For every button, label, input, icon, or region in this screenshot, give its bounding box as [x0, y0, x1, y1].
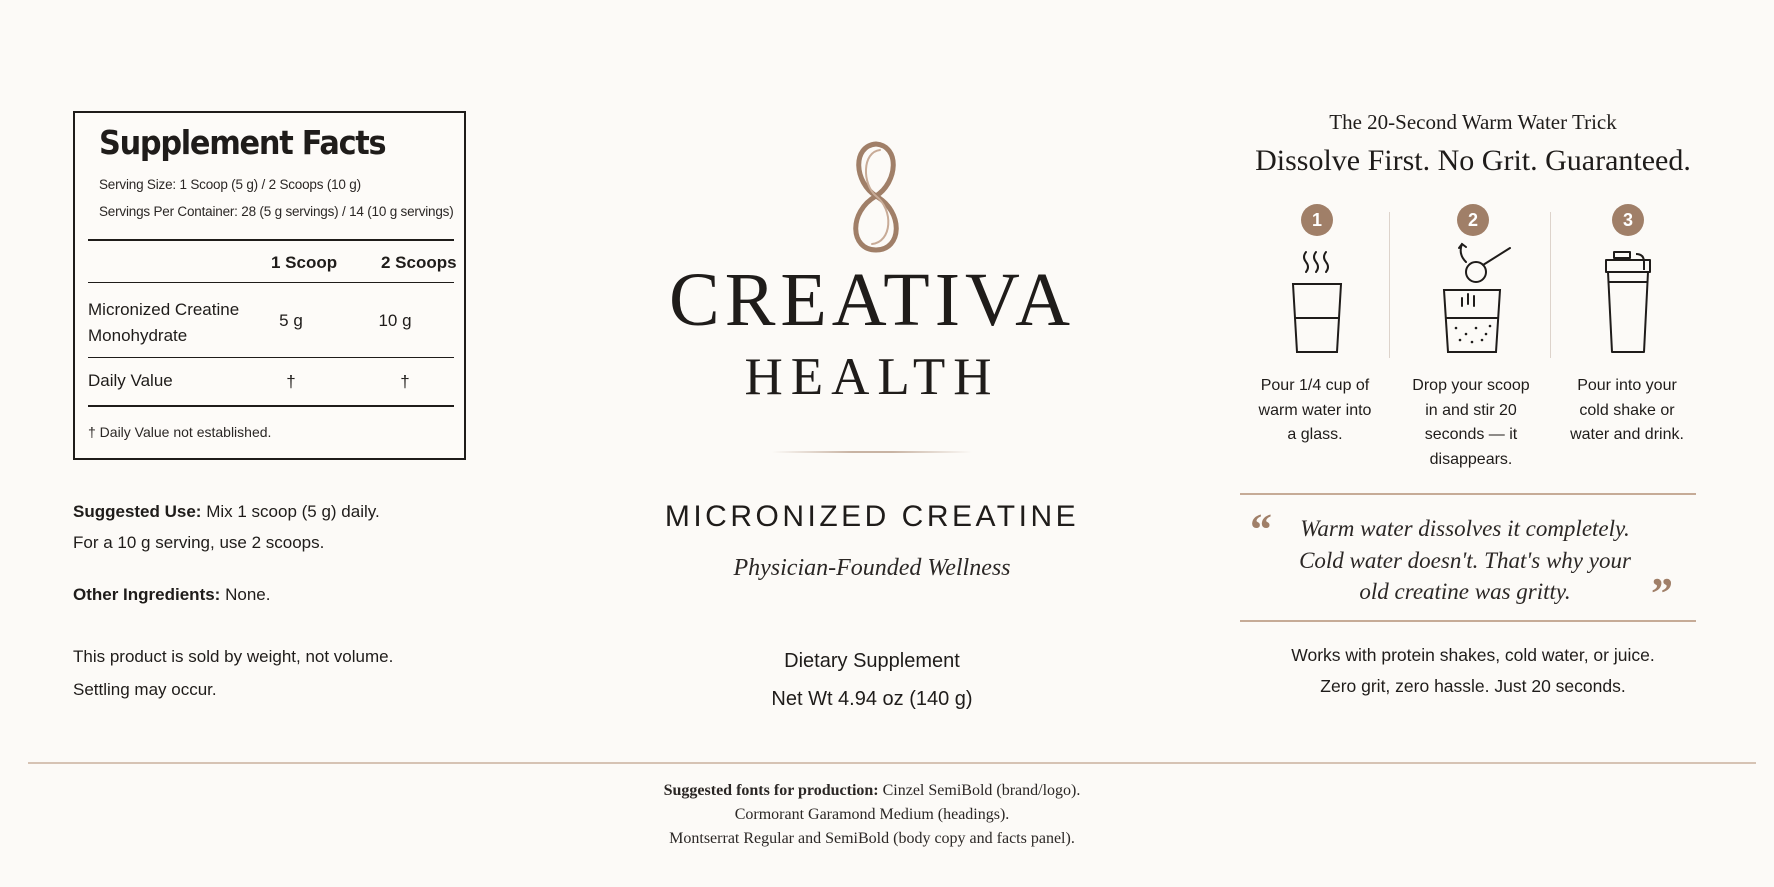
facts-rule-row — [88, 357, 454, 358]
suggested-use-line2: For a 10 g serving, use 2 scoops. — [73, 533, 325, 552]
quote-rule-bottom — [1240, 620, 1696, 622]
open-quote-icon: “ — [1250, 505, 1272, 554]
net-weight: Net Wt 4.94 oz (140 g) — [771, 688, 973, 710]
suggested-use-text: Mix 1 scoop (5 g) daily. — [201, 502, 380, 521]
step-text-line: warm water into — [1258, 401, 1372, 419]
footer-fonts-label: Suggested fonts for production: — [663, 782, 879, 799]
footer-fonts-line3: Montserrat Regular and SemiBold (body copy and facts panel). — [669, 830, 1075, 847]
step-3-text — [1557, 374, 1697, 448]
facts-footnote: † Daily Value not established. — [88, 424, 272, 440]
facts-cell-creatine-1-scoop: 5 g — [279, 311, 303, 330]
other-ingredients-label: Other Ingredients: — [73, 585, 221, 604]
servings-per-container: Servings Per Container: 28 (5 g servings) / 14 (10 g servings) — [99, 204, 454, 219]
step-text-line: cold shake or — [1579, 401, 1675, 419]
quote-line: old creatine was gritty. — [1359, 579, 1571, 604]
zero-grit-line: Zero grit, zero hassle. Just 20 seconds. — [1320, 676, 1626, 696]
step-text-line: Pour 1/4 cup of — [1260, 377, 1370, 394]
other-ingredients-text: None. — [220, 585, 271, 604]
step-1-badge: 1 — [1301, 204, 1333, 236]
quote-line: Warm water dissolves it completely. — [1300, 516, 1630, 541]
step-1-text — [1245, 374, 1385, 448]
facts-rule-bottom — [88, 405, 454, 407]
step-text-line: disappears. — [1429, 450, 1513, 468]
facts-rule-header — [88, 282, 454, 283]
step-text-line: Pour into your — [1577, 377, 1677, 394]
serving-size: Serving Size: 1 Scoop (5 g) / 2 Scoops (10 g) — [99, 177, 361, 192]
footer-fonts-brand: Cinzel SemiBold (brand/logo). — [878, 782, 1081, 799]
step-2-badge: 2 — [1457, 204, 1489, 236]
shaker-bottle-icon — [1600, 248, 1656, 356]
step-2-text — [1401, 374, 1541, 472]
brand-name: CREATIVA — [669, 258, 1075, 342]
weight-note-line2: Settling may occur. — [73, 680, 217, 699]
other-ingredients — [73, 579, 270, 610]
supplement-facts-panel — [73, 111, 466, 460]
warm-water-glass-icon — [1288, 248, 1346, 356]
facts-rule-top — [88, 239, 454, 241]
quote-line: Cold water doesn't. That's why your — [1299, 547, 1631, 573]
trick-headline: Dissolve First. No Grit. Guaranteed. — [1255, 144, 1691, 177]
tagline: Physician-Founded Wellness — [733, 555, 1011, 581]
facts-title: Supplement Facts — [99, 123, 386, 162]
column-header-1-scoop: 1 Scoop — [271, 253, 338, 272]
compatibility-line: Works with protein shakes, cold water, or juice. — [1291, 645, 1655, 665]
step-text-line: a glass. — [1287, 426, 1343, 443]
close-quote-icon: ” — [1651, 569, 1673, 618]
facts-row-label-line: Micronized Creatine — [88, 300, 240, 319]
column-header-2-scoops: 2 Scoops — [381, 253, 457, 272]
facts-cell-dv-1-scoop: † — [286, 372, 296, 391]
step-text-line: in and stir 20 — [1425, 401, 1517, 419]
weight-note-line1: This product is sold by weight, not volume. — [73, 647, 394, 666]
footer-rule — [28, 762, 1756, 764]
trick-kicker: The 20-Second Warm Water Trick — [1329, 110, 1617, 134]
step-text-line: Drop your scoop — [1412, 377, 1530, 394]
step-3-badge: 3 — [1612, 204, 1644, 236]
facts-cell-creatine-2-scoops: 10 g — [378, 311, 412, 330]
brand-subname: HEALTH — [744, 348, 1000, 406]
suggested-use-label: Suggested Use: — [73, 502, 202, 521]
scoop-stir-glass-icon — [1438, 240, 1514, 356]
quote-rule-top — [1240, 493, 1696, 495]
step-text-line: seconds — it — [1424, 426, 1518, 443]
step-text-line: water and drink. — [1570, 426, 1684, 443]
quote-text — [1280, 513, 1650, 608]
facts-cell-dv-2-scoops: † — [400, 372, 410, 391]
infinity-eight-logo-icon — [842, 138, 910, 254]
suggested-use — [73, 496, 380, 527]
facts-row-label-creatine — [88, 297, 239, 349]
brand-divider — [772, 451, 972, 453]
facts-row-label-daily-value: Daily Value — [88, 371, 173, 390]
facts-row-label-line: Monohydrate — [88, 326, 188, 345]
footer-fonts-line1 — [500, 782, 1244, 800]
footer-fonts-line2: Cormorant Garamond Medium (headings). — [734, 806, 1010, 823]
step-divider — [1389, 212, 1390, 358]
product-name: MICRONIZED CREATINE — [664, 500, 1080, 533]
dietary-supplement-label: Dietary Supplement — [784, 650, 960, 672]
step-divider — [1550, 212, 1551, 358]
